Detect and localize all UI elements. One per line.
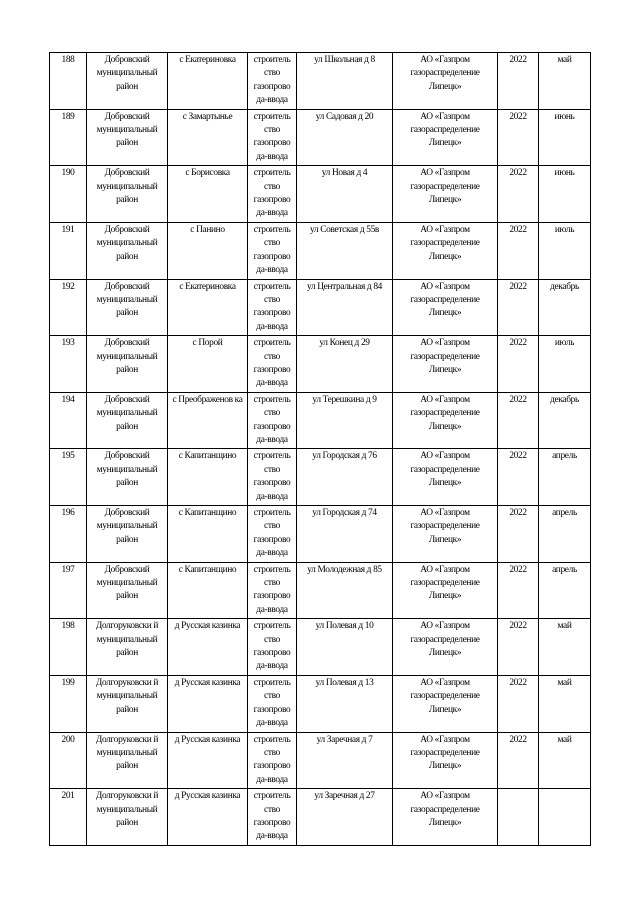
- cell-address: ул Полевая д 10: [297, 619, 393, 676]
- cell-organization: АО «Газпром газораспределение Липецк»: [393, 222, 498, 279]
- table-row: [50, 222, 591, 279]
- cell-district: Добровский муниципальный район: [87, 279, 168, 336]
- cell-year: 2022: [498, 166, 539, 223]
- cell-year: 2022: [498, 732, 539, 789]
- table-row: [50, 789, 591, 846]
- cell-work-type: строитель ство газопрово да-ввода: [248, 506, 297, 563]
- table-row: [50, 732, 591, 789]
- cell-locality: с Капитанщино: [168, 562, 248, 619]
- cell-number: 194: [50, 392, 87, 449]
- cell-number: 200: [50, 732, 87, 789]
- cell-organization: АО «Газпром газораспределение Липецк»: [393, 392, 498, 449]
- cell-month: апрель: [539, 506, 591, 563]
- cell-year: 2022: [498, 392, 539, 449]
- cell-work-type: строитель ство газопрово да-ввода: [248, 449, 297, 506]
- cell-number: 191: [50, 222, 87, 279]
- cell-work-type: строитель ство газопрово да-ввода: [248, 675, 297, 732]
- cell-organization: АО «Газпром газораспределение Липецк»: [393, 562, 498, 619]
- cell-month: май: [539, 675, 591, 732]
- cell-number: 196: [50, 506, 87, 563]
- table-row: [50, 279, 591, 336]
- table-row: [50, 562, 591, 619]
- cell-address: ул Школьная д 8: [297, 53, 393, 110]
- cell-organization: АО «Газпром газораспределение Липецк»: [393, 109, 498, 166]
- cell-work-type: строитель ство газопрово да-ввода: [248, 53, 297, 110]
- document-page: [49, 52, 591, 846]
- table-row: [50, 392, 591, 449]
- cell-organization: АО «Газпром газораспределение Липецк»: [393, 166, 498, 223]
- cell-work-type: строитель ство газопрово да-ввода: [248, 732, 297, 789]
- cell-address: ул Терешкина д 9: [297, 392, 393, 449]
- cell-year: 2022: [498, 449, 539, 506]
- cell-district: Долгоруковски й муниципальный район: [87, 619, 168, 676]
- cell-year: 2022: [498, 562, 539, 619]
- table-row: [50, 449, 591, 506]
- cell-organization: АО «Газпром газораспределение Липецк»: [393, 619, 498, 676]
- cell-district: Добровский муниципальный район: [87, 562, 168, 619]
- cell-work-type: строитель ство газопрово да-ввода: [248, 109, 297, 166]
- cell-work-type: строитель ство газопрово да-ввода: [248, 166, 297, 223]
- cell-number: 192: [50, 279, 87, 336]
- cell-number: 188: [50, 53, 87, 110]
- cell-district: Долгоруковски й муниципальный район: [87, 675, 168, 732]
- cell-year: 2022: [498, 619, 539, 676]
- cell-address: ул Заречная д 27: [297, 789, 393, 846]
- cell-district: Добровский муниципальный район: [87, 53, 168, 110]
- gasification-table: [49, 52, 591, 846]
- cell-locality: с Порой: [168, 336, 248, 393]
- cell-work-type: строитель ство газопрово да-ввода: [248, 562, 297, 619]
- cell-work-type: строитель ство газопрово да-ввода: [248, 222, 297, 279]
- table-row: [50, 53, 591, 110]
- cell-month: май: [539, 732, 591, 789]
- cell-address: ул Городская д 76: [297, 449, 393, 506]
- cell-locality: с Замартынье: [168, 109, 248, 166]
- cell-year: 2022: [498, 675, 539, 732]
- cell-year: 2022: [498, 53, 539, 110]
- table-row: [50, 166, 591, 223]
- cell-district: Добровский муниципальный район: [87, 392, 168, 449]
- cell-locality: д Русская казинка: [168, 619, 248, 676]
- cell-district: Добровский муниципальный район: [87, 222, 168, 279]
- cell-organization: АО «Газпром газораспределение Липецк»: [393, 732, 498, 789]
- cell-district: Долгоруковски й муниципальный район: [87, 732, 168, 789]
- cell-month: июнь: [539, 166, 591, 223]
- table-row: [50, 675, 591, 732]
- cell-number: 189: [50, 109, 87, 166]
- cell-locality: д Русская казинка: [168, 675, 248, 732]
- cell-address: ул Заречная д 7: [297, 732, 393, 789]
- cell-number: 199: [50, 675, 87, 732]
- cell-organization: АО «Газпром газораспределение Липецк»: [393, 336, 498, 393]
- cell-year: 2022: [498, 279, 539, 336]
- cell-number: 193: [50, 336, 87, 393]
- cell-organization: АО «Газпром газораспределение Липецк»: [393, 53, 498, 110]
- cell-address: ул Советская д 55в: [297, 222, 393, 279]
- cell-address: ул Молодежная д 85: [297, 562, 393, 619]
- cell-year: [498, 789, 539, 846]
- table-body: [50, 53, 591, 846]
- cell-month: декабрь: [539, 279, 591, 336]
- cell-locality: с Екатериновка: [168, 53, 248, 110]
- cell-year: 2022: [498, 109, 539, 166]
- cell-address: ул Конец д 29: [297, 336, 393, 393]
- cell-district: Добровский муниципальный район: [87, 506, 168, 563]
- cell-work-type: строитель ство газопрово да-ввода: [248, 279, 297, 336]
- cell-month: июль: [539, 336, 591, 393]
- cell-locality: с Капитанщино: [168, 449, 248, 506]
- cell-work-type: строитель ство газопрово да-ввода: [248, 392, 297, 449]
- cell-address: ул Полевая д 13: [297, 675, 393, 732]
- cell-locality: с Борисовка: [168, 166, 248, 223]
- cell-month: декабрь: [539, 392, 591, 449]
- cell-work-type: строитель ство газопрово да-ввода: [248, 336, 297, 393]
- cell-locality: с Панино: [168, 222, 248, 279]
- cell-district: Долгоруковски й муниципальный район: [87, 789, 168, 846]
- table-row: [50, 619, 591, 676]
- cell-organization: АО «Газпром газораспределение Липецк»: [393, 789, 498, 846]
- cell-number: 197: [50, 562, 87, 619]
- cell-district: Добровский муниципальный район: [87, 449, 168, 506]
- cell-work-type: строитель ство газопрово да-ввода: [248, 619, 297, 676]
- cell-year: 2022: [498, 506, 539, 563]
- cell-address: ул Городская д 74: [297, 506, 393, 563]
- cell-district: Добровский муниципальный район: [87, 336, 168, 393]
- cell-work-type: строитель ство газопрово да-ввода: [248, 789, 297, 846]
- cell-locality: д Русская казинка: [168, 732, 248, 789]
- cell-locality: с Капитанщино: [168, 506, 248, 563]
- cell-address: ул Новая д 4: [297, 166, 393, 223]
- cell-number: 201: [50, 789, 87, 846]
- cell-month: июнь: [539, 109, 591, 166]
- cell-month: июль: [539, 222, 591, 279]
- cell-address: ул Садовая д 20: [297, 109, 393, 166]
- cell-month: [539, 789, 591, 846]
- cell-month: апрель: [539, 449, 591, 506]
- cell-month: апрель: [539, 562, 591, 619]
- table-row: [50, 506, 591, 563]
- cell-year: 2022: [498, 336, 539, 393]
- cell-month: май: [539, 619, 591, 676]
- cell-district: Добровский муниципальный район: [87, 166, 168, 223]
- cell-number: 195: [50, 449, 87, 506]
- cell-locality: д Русская казинка: [168, 789, 248, 846]
- cell-month: май: [539, 53, 591, 110]
- cell-organization: АО «Газпром газораспределение Липецк»: [393, 675, 498, 732]
- cell-district: Добровский муниципальный район: [87, 109, 168, 166]
- cell-organization: АО «Газпром газораспределение Липецк»: [393, 449, 498, 506]
- cell-year: 2022: [498, 222, 539, 279]
- cell-organization: АО «Газпром газораспределение Липецк»: [393, 506, 498, 563]
- table-row: [50, 336, 591, 393]
- cell-locality: с Преображенов ка: [168, 392, 248, 449]
- cell-number: 190: [50, 166, 87, 223]
- cell-address: ул Центральная д 84: [297, 279, 393, 336]
- cell-organization: АО «Газпром газораспределение Липецк»: [393, 279, 498, 336]
- table-row: [50, 109, 591, 166]
- cell-locality: с Екатериновка: [168, 279, 248, 336]
- cell-number: 198: [50, 619, 87, 676]
